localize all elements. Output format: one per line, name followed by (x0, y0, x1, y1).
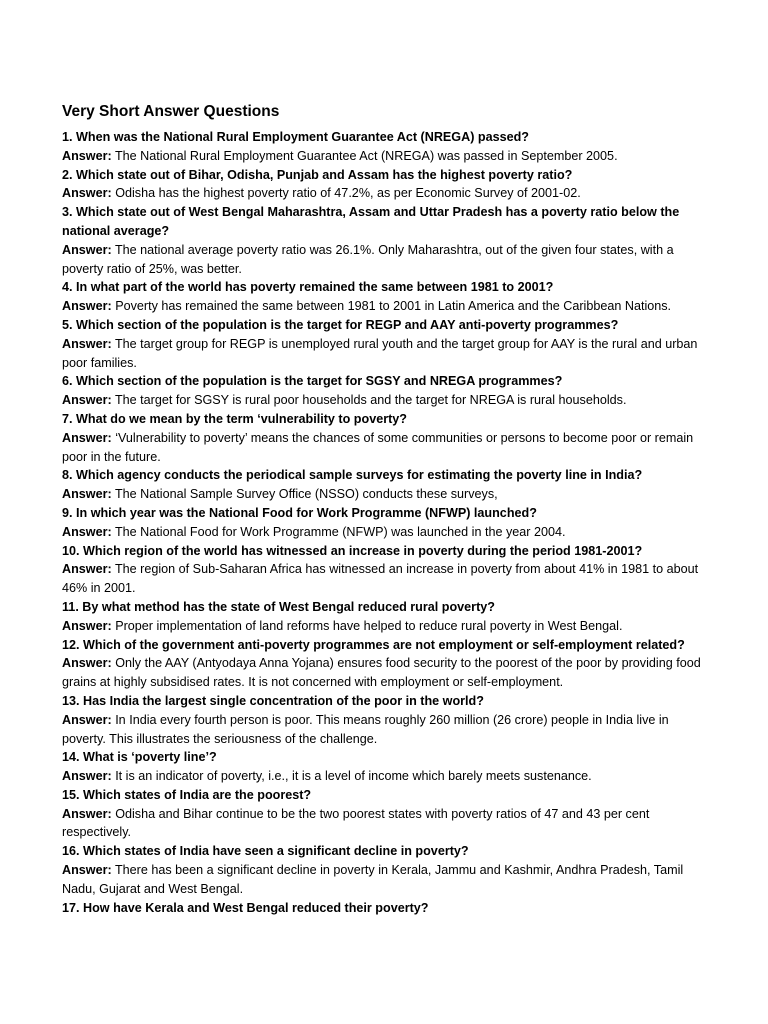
section-title: Very Short Answer Questions (62, 103, 280, 120)
answer-4 (62, 297, 714, 316)
answer-label: Answer: (62, 148, 112, 163)
document-content (62, 102, 714, 917)
answer-label: Answer: (62, 712, 112, 727)
answer-label: Answer: (62, 863, 112, 878)
answer-label: Answer: (62, 618, 112, 633)
answer-8 (62, 485, 714, 504)
answer-text: ‘Vulnerability to poverty’ means the chances of some communities or persons to become poor or remain poor in the future. (62, 430, 694, 464)
answer-text: The region of Sub-Saharan Africa has witnessed an increase in poverty from about 41% in 1981 to about 46% in 2001. (62, 562, 699, 596)
answer-text: It is an indicator of poverty, i.e., it is a level of income which barely meets sustenance. (115, 769, 592, 784)
answer-text: There has been a significant decline in poverty in Kerala, Jammu and Kashmir, Andhra Pradesh, Tamil Nadu, Gujarat and West Bengal. (62, 863, 684, 896)
answer-text: The National Sample Survey Office (NSSO) conducts these surveys, (114, 487, 498, 502)
question-13: 13. Has India the largest single concentration of the poor in the world? (62, 693, 484, 708)
qa-list (62, 128, 714, 917)
question-12: 12. Which of the government anti-poverty programmes are not employment or self-employment related? (62, 637, 685, 652)
answer-label: Answer: (62, 524, 112, 539)
answer-text: The national average poverty ratio was 26.1%. Only Maharashtra, out of the given four states, with a poverty ratio of 25%, was better. (62, 242, 674, 276)
question-14: 14. What is ‘poverty line’? (62, 750, 217, 765)
answer-text: Odisha and Bihar continue to be the two poorest states with poverty ratios of 47 and 43 per cent respectively. (62, 806, 650, 840)
answer-11 (62, 617, 714, 636)
question-5: 5. Which section of the population is the target for REGP and AAY anti-poverty programmes? (62, 317, 619, 332)
answer-label: Answer: (62, 806, 112, 821)
question-7: 7. What do we mean by the term ‘vulnerability to poverty? (62, 411, 407, 426)
answer-label: Answer: (62, 487, 112, 502)
question-9: 9. In which year was the National Food for Work Programme (NFWP) launched? (62, 505, 537, 520)
question-17: 17. How have Kerala and West Bengal reduced their poverty? (62, 900, 429, 915)
answer-text: Proper implementation of land reforms have helped to reduce rural poverty in West Bengal. (115, 618, 623, 633)
answer-text: Odisha has the highest poverty ratio of 47.2%, as per Economic Survey of 2001-02. (115, 186, 581, 201)
question-1: 1. When was the National Rural Employment Guarantee Act (NREGA) passed? (62, 130, 529, 144)
answer-15 (62, 805, 714, 843)
answer-text: The target group for REGP is unemployed rural youth and the target group for AAY is the rural and urban poor families. (62, 336, 698, 370)
answer-16 (62, 861, 714, 899)
answer-5 (62, 335, 714, 373)
answer-label: Answer: (62, 656, 112, 671)
answer-12 (62, 654, 714, 692)
answer-label: Answer: (62, 299, 112, 314)
question-16: 16. Which states of India have seen a significant decline in poverty? (62, 844, 469, 859)
answer-text: Only the AAY (Antyodaya Anna Yojana) ensures food security to the poorest of the poor by providing food grains at highly subsidised rates. It is not concerned with employment or self-employment. (62, 656, 701, 690)
answer-3 (62, 241, 714, 279)
answer-text: The target for SGSY is rural poor households and the target for NREGA is rural households. (114, 393, 627, 408)
answer-1 (62, 147, 714, 166)
question-11: 11. By what method has the state of West Bengal reduced rural poverty? (62, 599, 495, 614)
question-4: 4. In what part of the world has poverty remained the same between 1981 to 2001? (62, 280, 554, 295)
answer-label: Answer: (62, 186, 112, 201)
answer-9 (62, 523, 714, 542)
answer-2 (62, 184, 714, 203)
answer-6 (62, 391, 714, 410)
answer-label: Answer: (62, 336, 112, 351)
answer-label: Answer: (62, 242, 112, 257)
answer-label: Answer: (62, 562, 112, 577)
answer-7 (62, 429, 714, 467)
answer-text: In India every fourth person is poor. This means roughly 260 million (26 crore) people in India live in poverty. This illustrates the seriousness of the challenge. (62, 712, 669, 746)
question-3: 3. Which state out of West Bengal Maharashtra, Assam and Uttar Pradesh has a poverty ratio below the national average? (62, 205, 680, 238)
answer-label: Answer: (62, 393, 112, 408)
question-15: 15. Which states of India are the poorest? (62, 787, 312, 802)
question-10: 10. Which region of the world has witnessed an increase in poverty during the period 1981-2001? (62, 543, 643, 558)
question-6: 6. Which section of the population is the target for SGSY and NREGA programmes? (62, 374, 563, 389)
answer-10 (62, 560, 714, 598)
answer-text: The National Food for Work Programme (NFWP) was launched in the year 2004. (114, 524, 566, 539)
answer-13 (62, 711, 714, 749)
answer-text: Poverty has remained the same between 1981 to 2001 in Latin America and the Caribbean Nations. (115, 299, 672, 314)
answer-label: Answer: (62, 769, 112, 784)
answer-text: The National Rural Employment Guarantee Act (NREGA) was passed in September 2005. (114, 148, 618, 163)
question-2: 2. Which state out of Bihar, Odisha, Punjab and Assam has the highest poverty ratio? (62, 167, 573, 182)
answer-label: Answer: (62, 430, 112, 445)
answer-14 (62, 767, 714, 786)
question-8: 8. Which agency conducts the periodical sample surveys for estimating the poverty line in India? (62, 468, 643, 483)
